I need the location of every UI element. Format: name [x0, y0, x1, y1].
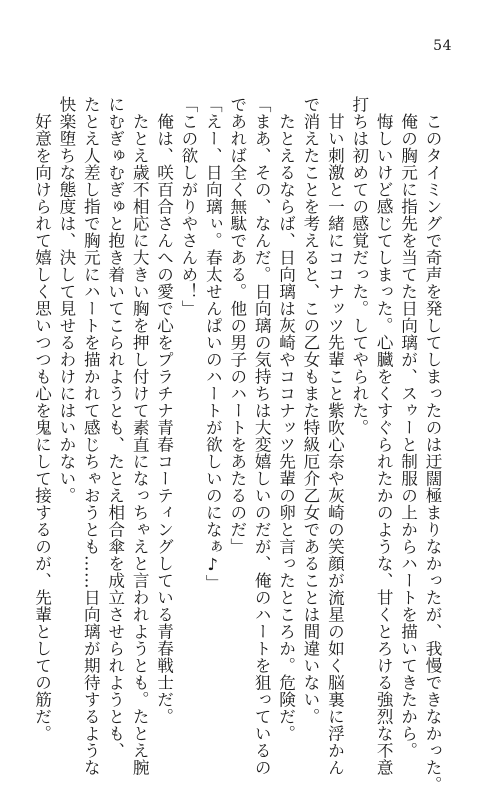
- text-line: 甘い刺激と一緒にココナッツ先輩こと紫吹心奈や灰崎の笑顔が流星の如く脳裏に浮かん: [325, 96, 345, 776]
- text-line: にむぎゅむぎゅと抱き着いてこられようとも、たとえ相合傘を成立させられようとも、: [105, 96, 125, 759]
- text-line: たとえ人差し指で胸元にハートを描かれて感じちゃおうとも……日向璃が期待するような: [81, 96, 101, 776]
- text-line: 「えー、日向璃ぃ。春太せんぱいのハートが欲しいのになぁ♪」: [203, 96, 223, 592]
- text-line: 好意を向けられて嬉しく思いつつも心を鬼にして接するのが、先輩としての筋だ。: [32, 96, 52, 742]
- text-line: 「まあ、その、なんだ。日向璃の気持ちは大変嬉しいのだが、俺のハートを狙っているの: [252, 96, 272, 776]
- text-line: 俺は、咲百合さんへの愛で心をプラチナ青春コーティングしている青春戦士だ。: [154, 96, 174, 725]
- text-line: 俺の胸元に指先を当てた日向璃が、スゥーと制服の上からハートを描いてきたから。: [398, 96, 418, 759]
- text-line: 快楽堕ちな態度は、決して見せるわけにはいかない。: [56, 96, 76, 504]
- text-line: たとえるならば、日向璃は灰崎やココナッツ先輩の卵と言ったところか。危険だ。: [276, 96, 296, 742]
- text-line: 「この欲しがりやさんめ！」: [178, 96, 198, 317]
- text-line: 悔しいけど感じてしまった。心臓をくすぐられたかのような、甘くとろける強烈な不意: [374, 96, 394, 776]
- vertical-text-body: [32, 96, 444, 793]
- text-line: たとえ歳不相応に大きい胸を押し付けて素直になっちゃえと言われようとも。たとえ腕: [130, 96, 150, 776]
- page-number: 54: [433, 38, 452, 54]
- text-line: このタイミングで奇声を発してしまったのは迂闊極まりなかったが、我慢できなかった。: [423, 96, 442, 793]
- text-line: で消えたことを考えると、この乙女もまた特級厄介乙女であることは間違いない。: [300, 96, 320, 725]
- text-line: であれば全く無駄である。他の男子のハートをあたるのだ」: [227, 96, 247, 555]
- text-line: 打ちは初めての感覚だった。してやられた。: [349, 96, 369, 436]
